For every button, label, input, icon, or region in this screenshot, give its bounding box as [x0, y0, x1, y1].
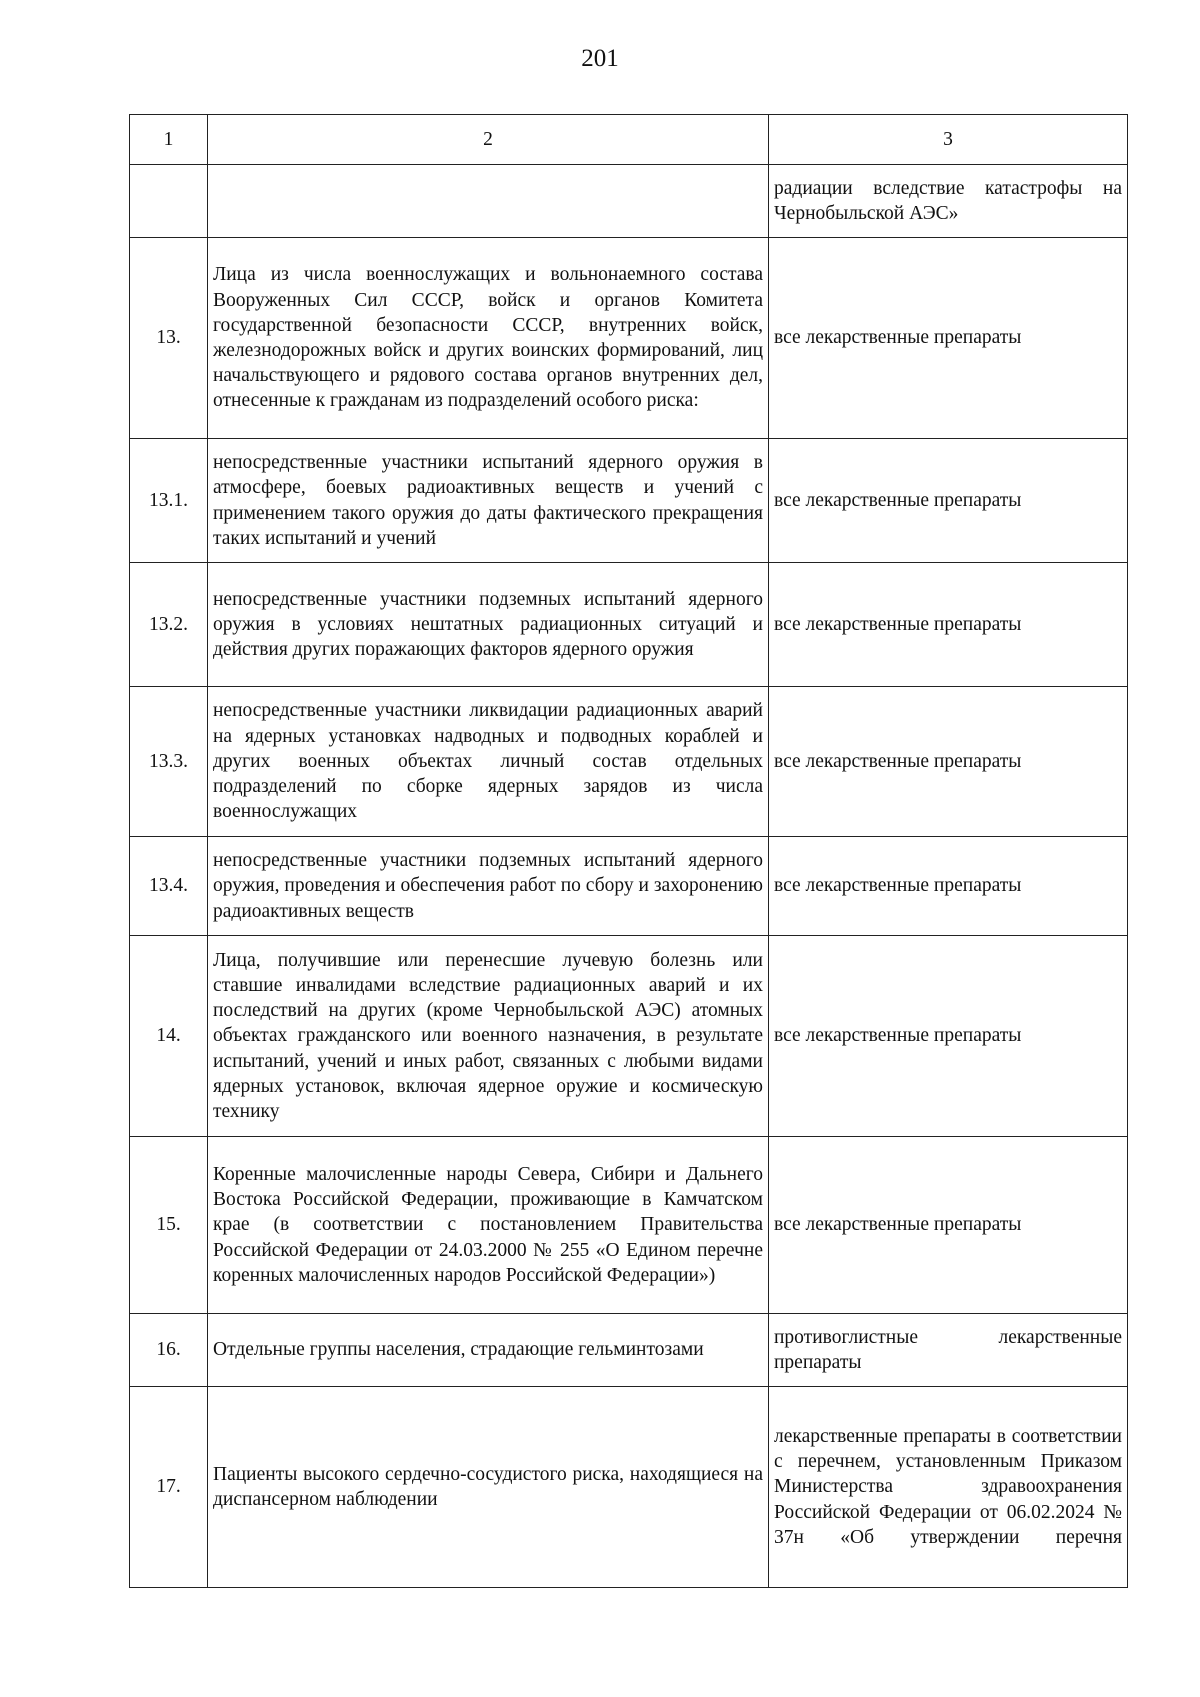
row-drugs: все лекарственные препараты	[769, 837, 1128, 936]
table-header-row	[130, 115, 1128, 165]
row-number: 14.	[130, 936, 208, 1137]
row-category: непосредственные участники подземных испытаний ядерного оружия в условиях нештатных радиационных ситуаций и действия других поражающих факторов ядерного оружия	[208, 563, 769, 687]
row-category: Коренные малочисленные народы Севера, Сибири и Дальнего Востока Российской Федерации, проживающие в Камчатском крае (в соответствии с постановлением Правительства Российской Федерации от 24.03.2000 № 255 «О Едином перечне коренных малочисленных народов Российской Федерации»)	[208, 1137, 769, 1314]
row-drugs: все лекарственные препараты	[769, 687, 1128, 837]
table-row	[130, 837, 1128, 936]
table-row	[130, 439, 1128, 563]
row-number: 17.	[130, 1387, 208, 1588]
row-category: непосредственные участники испытаний ядерного оружия в атмосфере, боевых радиоактивных веществ и учений с применением такого оружия до даты фактического прекращения таких испытаний и учений	[208, 439, 769, 563]
table-row	[130, 1314, 1128, 1387]
column-header-category: 2	[208, 115, 769, 165]
row-number: 13.	[130, 238, 208, 439]
row-drugs: все лекарственные препараты	[769, 563, 1128, 687]
table-row	[130, 165, 1128, 238]
table-row	[130, 1387, 1128, 1588]
row-number	[130, 165, 208, 238]
row-drugs: все лекарственные препараты	[769, 439, 1128, 563]
row-category: Лица из числа военнослужащих и вольнонаемного состава Вооруженных Сил СССР, войск и органов Комитета государственной безопасности СССР, внутренних войск, железнодорожных войск и других воинских формирований, лиц начальствующего и рядового состава органов внутренних дел, отнесенные к гражданам из подразделений особого риска:	[208, 238, 769, 439]
column-header-drugs: 3	[769, 115, 1128, 165]
row-category: непосредственные участники ликвидации радиационных аварий на ядерных установках надводных и подводных кораблей и других военных объектах личный состав отдельных подразделений по сборке ядерных зарядов из числа военнослужащих	[208, 687, 769, 837]
row-category: непосредственные участники подземных испытаний ядерного оружия, проведения и обеспечения работ по сбору и захоронению радиоактивных веществ	[208, 837, 769, 936]
row-category	[208, 165, 769, 238]
row-drugs: все лекарственные препараты	[769, 238, 1128, 439]
table-row	[130, 1137, 1128, 1314]
row-drugs: все лекарственные препараты	[769, 1137, 1128, 1314]
row-drugs: противоглистные лекарственные препараты	[769, 1314, 1128, 1387]
page-number: 201	[581, 45, 619, 72]
row-number: 13.1.	[130, 439, 208, 563]
row-drugs: все лекарственные препараты	[769, 936, 1128, 1137]
row-number: 15.	[130, 1137, 208, 1314]
table-row	[130, 936, 1128, 1137]
table-row	[130, 687, 1128, 837]
row-category: Пациенты высокого сердечно-сосудистого риска, находящиеся на диспансерном наблюдении	[208, 1387, 769, 1588]
row-number: 13.3.	[130, 687, 208, 837]
row-number: 13.2.	[130, 563, 208, 687]
row-category: Отдельные группы населения, страдающие гельминтозами	[208, 1314, 769, 1387]
row-number: 13.4.	[130, 837, 208, 936]
row-number: 16.	[130, 1314, 208, 1387]
row-drugs: лекарственные препараты в соответствии с перечнем, установленным Приказом Министерства здравоохранения Российской Федерации от 06.02.2024 № 37н «Об утверждении перечня	[769, 1387, 1128, 1588]
table-row	[130, 563, 1128, 687]
row-drugs: радиации вследствие катастрофы на Чернобыльской АЭС»	[769, 165, 1128, 238]
benefits-table	[129, 114, 1128, 1588]
column-header-number: 1	[130, 115, 208, 165]
table-row	[130, 238, 1128, 439]
row-category: Лица, получившие или перенесшие лучевую болезнь или ставшие инвалидами вследствие радиационных аварий и их последствий на других (кроме Чернобыльской АЭС) атомных объектах гражданского или военного назначения, в результате испытаний, учений и иных работ, связанных с любыми видами ядерных установок, включая ядерное оружие и космическую технику	[208, 936, 769, 1137]
